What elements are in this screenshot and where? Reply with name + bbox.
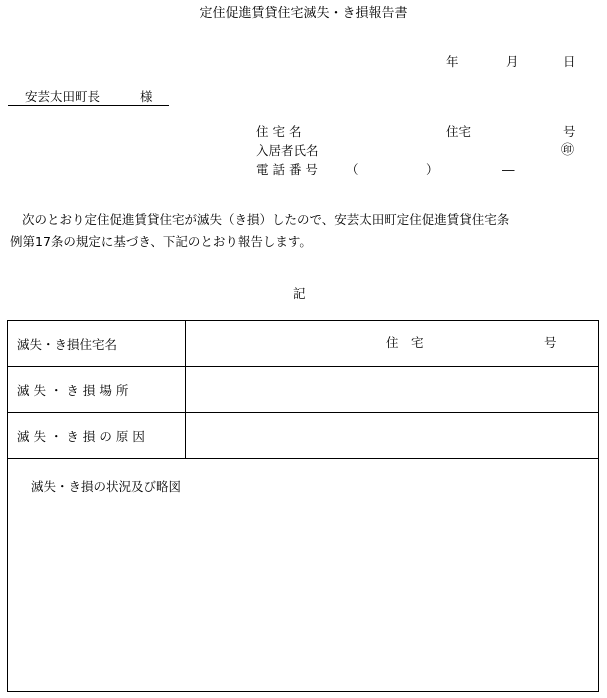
body-line-2: 例第17条の規定に基づき、下記のとおり報告します。: [10, 234, 312, 249]
row-label-house-name: [8, 321, 186, 367]
page-title: 定住促進賃貸住宅滅失・き損報告書: [199, 6, 408, 21]
cause-row-label: 滅 失 ・ き 損 の 原 因: [17, 428, 145, 444]
house-name-row-label: 滅失・き損住宅名: [17, 336, 118, 352]
date-month-label: 月: [506, 54, 519, 69]
phone-open-paren: （: [346, 162, 359, 177]
house-name-field-mid: 住 宅: [386, 335, 424, 350]
row-label-location: [8, 367, 186, 413]
addressee-honorific: 様: [140, 89, 153, 104]
location-field[interactable]: [186, 367, 599, 413]
cause-field[interactable]: [186, 413, 599, 459]
phone-close-paren: ）: [426, 162, 439, 177]
situation-sketch-field[interactable]: [8, 459, 599, 692]
addressee-underline: [8, 105, 169, 106]
situation-sketch-label: 滅失・き損の状況及び略図: [31, 479, 182, 494]
house-name-label: 住 宅 名: [256, 124, 302, 139]
phone-dash: ―: [502, 162, 515, 177]
seal-mark: ㊞: [561, 143, 575, 158]
date-day-label: 日: [563, 54, 576, 69]
table-row: [8, 367, 599, 413]
row-label-cause: [8, 413, 186, 459]
house-name-middle: 住宅: [446, 124, 472, 139]
table-row: [8, 459, 599, 692]
addressee-name: 安芸太田町長: [25, 89, 101, 104]
body-line-1: 次のとおり定住促進賃貸住宅が滅失（き損）したので、安芸太田町定住促進賃貸住宅条: [22, 212, 510, 227]
table-row: [8, 321, 599, 367]
table-row: [8, 413, 599, 459]
ki-heading: 記: [293, 286, 306, 301]
report-form-table: [7, 320, 599, 692]
house-number-suffix: 号: [563, 124, 576, 139]
house-name-field[interactable]: [186, 321, 599, 367]
phone-label: 電 話 番 号: [256, 162, 318, 177]
resident-name-label: 入居者氏名: [256, 143, 319, 158]
date-year-label: 年: [446, 54, 459, 69]
house-name-field-suffix: 号: [544, 335, 557, 350]
location-row-label: 滅 失 ・ き 損 場 所: [17, 382, 129, 398]
